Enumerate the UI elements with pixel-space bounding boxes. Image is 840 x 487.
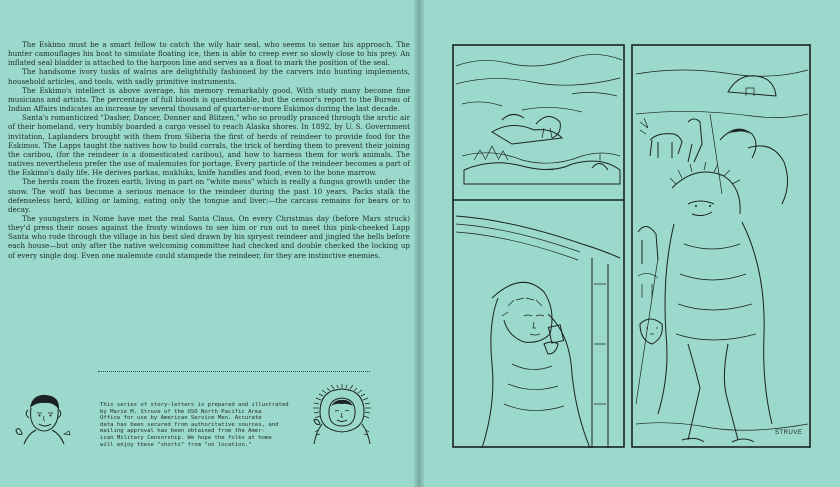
credit-line: by Marie M. Struve of the USO North Pacific Area xyxy=(100,408,262,415)
story-paragraph-3: The Eskimo's intellect is above average, his memory remarkably good. With study many become fine musicians and artists. The percentage of full bloods is questionable, but the censor's report to the Bureau of Indian Affairs indicates an increase by several thousand of quarter-or-more Eskimos during the last decade. xyxy=(8,85,410,114)
credit-line: will enjoy these "shorts" from "on location." xyxy=(100,441,252,448)
credit-line: mailing approval has been obtained from the Amer- xyxy=(100,428,266,435)
credit-line: This series of story-letters is prepared and illustrated xyxy=(100,402,289,408)
story-paragraph-1: The Eskimo must be a smart fellow to catch the wily hair seal, who seems to sense his approach. The hunter camouflages his boat to simulate floating ice, then is able to creep ever so slowly close to his prey. An inflated seal bladder is attached to the harpoon line and serves as a float to mark the position of the seal. xyxy=(8,40,410,68)
left-panel-frame xyxy=(453,45,624,447)
credit-note xyxy=(100,402,308,448)
story-paragraph-4: Santa's romanticized "Dasher, Dancer, Donner and Blitzen," who so proudly pranced through the arctic air of their homeland, very humbly boarded a cargo vessel to reach Alaska shores. In 1892, by U. S. Government invitation, Laplanders brought with them from Siberia the first of herds of reindeer to provide food for the Eskimos. The Lapps taught the natives how to build corrals, the trick of herding them to prevent their joining the caribou, (for the reindeer is a domesticated caribou), and how to harness them for work animals. The natives nevertheless prefer the use of malemutes for portage. Every particle of the reindeer becomes a part of the Eskimo's daily life. He derives parkas, mukluks, knife handles and food, even to the bone marrow. xyxy=(8,113,410,178)
reindeer-and-eskimo-scene xyxy=(636,70,808,442)
walrus-on-ice-scene xyxy=(456,54,622,184)
credit-line: data has been secured from authoritative sources, and xyxy=(100,421,279,428)
story-paragraph-2: The handsome ivory tusks of walrus are delightfully fashioned by the carvers into hunting implements, household articles, and tools, with sadly primitive instruments. xyxy=(8,67,410,86)
story-paragraph-6: The youngsters in Nome have met the real Santa Claus. On every Christmas day (before Mars struck) they'd press their noses against the frosty windows to see him or run out to meet this pink-cheeked Lapp Santa who rode through the village in his best sled drawn by his spryest reindeer and jingled the bells before each house—but only after the native welcoming committee had checked and double checked the locking up of every single dog. Even one malemute could stampede the reindeer, for they are instinctive enemies. xyxy=(8,213,410,260)
dotted-divider xyxy=(98,371,370,372)
eskimo-boy-illustration xyxy=(14,390,72,446)
arctic-scene-illustration xyxy=(452,44,812,448)
artist-signature: STRUVE xyxy=(775,430,803,436)
credit-line: Office for use by American Service Men. Accurate xyxy=(100,415,262,422)
story-paragraph-5: The herds roam the frozen earth, living in part on "white moss" which is really a fungus growth under the snow. The wolf has become a serious menace to the reindeer during the past 10 years. Packs stalk the defenseless herd, killing or laming, eating only the tongue and liver;—the carcass remains for bears or to decay. xyxy=(8,177,410,214)
right-panel-frame xyxy=(632,45,810,447)
page-fold-crease xyxy=(414,0,424,487)
woman-at-window-scene xyxy=(456,216,620,448)
story-text xyxy=(8,40,410,260)
eskimo-girl-parka-illustration xyxy=(312,384,372,446)
credit-line: ican Military Censorship. We hope the folks at home xyxy=(100,434,272,441)
